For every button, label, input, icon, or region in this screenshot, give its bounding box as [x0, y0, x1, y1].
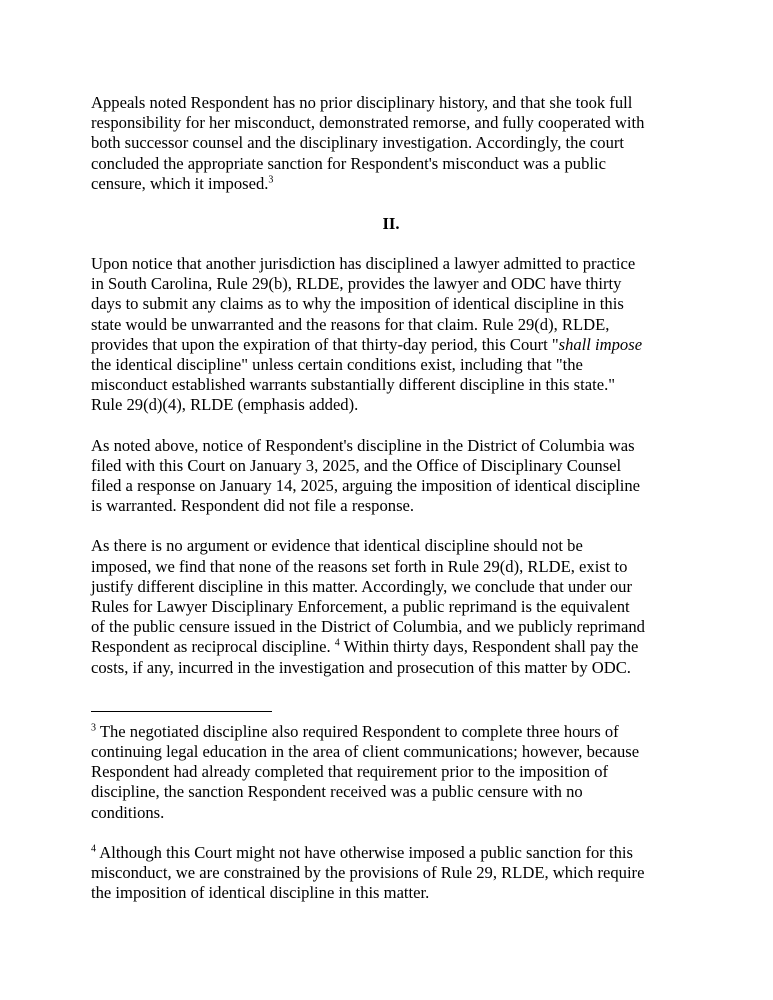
text-segment: provides that upon the expiration of that thirty-day period, this Court " [91, 334, 559, 354]
paragraph-conclusion [91, 536, 691, 677]
text-line [91, 722, 691, 742]
emphasis-text: shall impose [558, 334, 643, 354]
text-line: Upon notice that another jurisdiction has disciplined a lawyer admitted to practice [91, 254, 636, 274]
text-line: concluded the appropriate sanction for Respondent's misconduct was a public [91, 153, 606, 173]
document-page [91, 93, 691, 904]
text-line: responsibility for her misconduct, demonstrated remorse, and fully cooperated with [91, 113, 645, 133]
text-segment: Within thirty days, Respondent shall pay the [339, 637, 639, 657]
text-line: As noted above, notice of Respondent's discipline in the District of Columbia was [91, 435, 635, 455]
text-line: continuing legal education in the area of client communications; however, because [91, 742, 640, 762]
text-line: of the public censure issued in the District of Columbia, and we publicly reprimand [91, 617, 645, 637]
text-line: justify different discipline in this matter. Accordingly, we conclude that under our [91, 576, 633, 596]
text-line: both successor counsel and the disciplinary investigation. Accordingly, the court [91, 133, 625, 153]
section-heading: II. [382, 214, 400, 234]
text-line: filed with this Court on January 3, 2025, and the Office of Disciplinary Counsel [91, 455, 622, 475]
footnote-3 [91, 722, 691, 823]
text-line: misconduct, we are constrained by the provisions of Rule 29, RLDE, which require [91, 863, 645, 883]
text-line: state would be unwarranted and the reasons for that claim. Rule 29(d), RLDE, [91, 314, 610, 334]
text-line [91, 637, 691, 657]
text-line: conditions. [91, 802, 165, 822]
text-line: days to submit any claims as to why the imposition of identical discipline in this [91, 294, 624, 314]
footnote-ref-4[interactable]: 4 [334, 637, 340, 649]
text-line [91, 843, 691, 863]
text-segment: censure, which it imposed. [91, 173, 269, 193]
text-line: imposed, we find that none of the reasons set forth in Rule 29(d), RLDE, exist to [91, 556, 628, 576]
text-line: the imposition of identical discipline in this matter. [91, 883, 430, 903]
text-line: is warranted. Respondent did not file a response. [91, 496, 415, 516]
text-line [91, 335, 691, 355]
text-line: Respondent had already completed that requirement prior to the imposition of [91, 762, 609, 782]
text-line: Rule 29(d)(4), RLDE (emphasis added). [91, 395, 359, 415]
footnote-divider [91, 711, 272, 712]
footnote-marker: 4 [91, 843, 96, 855]
text-line: costs, if any, incurred in the investigation and prosecution of this matter by ODC. [91, 657, 631, 677]
text-line: in South Carolina, Rule 29(b), RLDE, provides the lawyer and ODC have thirty [91, 274, 622, 294]
text-line: Rules for Lawyer Disciplinary Enforcement, a public reprimand is the equivalent [91, 597, 630, 617]
text-line: As there is no argument or evidence that identical discipline should not be [91, 536, 583, 556]
text-line [91, 174, 691, 194]
paragraph-upon-notice [91, 254, 691, 416]
text-segment: The negotiated discipline also required Respondent to complete three hours of [96, 721, 619, 741]
text-line: the identical discipline" unless certain conditions exist, including that "the [91, 355, 583, 375]
text-line: misconduct established warrants substantially different discipline in this state." [91, 375, 615, 395]
footnote-ref-3[interactable]: 3 [268, 174, 274, 186]
paragraph-appeals [91, 93, 691, 194]
paragraph-as-noted [91, 436, 691, 517]
text-line: discipline, the sanction Respondent received was a public censure with no [91, 782, 583, 802]
text-line: filed a response on January 14, 2025, arguing the imposition of identical discipline [91, 476, 641, 496]
footnote-marker: 3 [91, 722, 96, 734]
text-segment: Although this Court might not have otherwise imposed a public sanction for this [96, 842, 633, 862]
text-segment: Respondent as reciprocal discipline. [91, 637, 335, 657]
text-line: Appeals noted Respondent has no prior disciplinary history, and that she took full [91, 93, 633, 112]
footnote-4 [91, 843, 691, 904]
